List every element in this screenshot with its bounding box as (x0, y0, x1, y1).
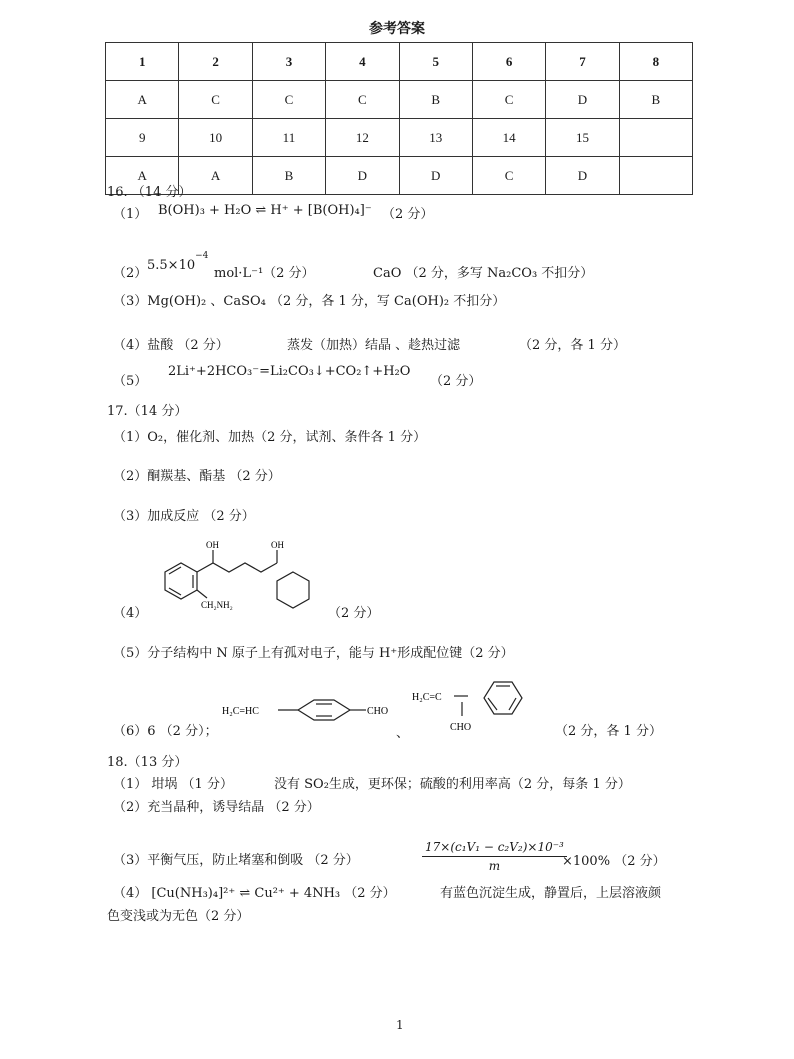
q16-2-exponent: −4 (195, 250, 209, 261)
table-cell: 7 (546, 43, 619, 81)
q16-5-equation: 2Li⁺+2HCO₃⁻=Li₂CO₃↓+CO₂↑+H₂O (168, 364, 411, 379)
table-cell: C (326, 81, 399, 119)
table-cell: C (179, 81, 252, 119)
table-cell: 1 (106, 43, 179, 81)
q18-3-a: （3）平衡气压，防止堵塞和倒吸 （2 分） (113, 853, 359, 868)
q17-3: （3）加成反应 （2 分） (113, 509, 255, 524)
q18-4-b: 有蓝色沉淀生成，静置后，上层溶液颜 (440, 886, 662, 901)
page-title: 参考答案 (369, 21, 425, 37)
table-cell: D (326, 157, 399, 195)
q17-heading: 17.（14 分） (107, 404, 188, 419)
q17-4-num: （4） (113, 606, 148, 621)
q17-4-ch2nh2: CH₂NH₂ (201, 600, 233, 610)
table-cell: 5 (399, 43, 472, 81)
q18-3-numerator: 17×(c₁V₁ − c₂V₂)×10⁻³ (422, 840, 567, 857)
table-cell: 12 (326, 119, 399, 157)
table-row (106, 157, 693, 195)
q18-1-a: （1） 坩埚 （1 分） (113, 777, 233, 792)
q16-1-num: （1） (113, 207, 148, 222)
table-cell: A (179, 157, 252, 195)
q16-5-score: （2 分） (430, 374, 482, 389)
q16-1-equation: B(OH)₃ + H₂O ⇌ H⁺ + [B(OH)₄]⁻ (158, 203, 372, 218)
q16-4-a: （4）盐酸 （2 分） (113, 338, 229, 353)
q17-6-score: （2 分，各 1 分） (555, 724, 662, 739)
table-cell: 11 (252, 119, 325, 157)
table-cell: 4 (326, 43, 399, 81)
q18-2: （2）充当晶种，诱导结晶 （2 分） (113, 800, 320, 815)
table-cell: B (399, 81, 472, 119)
table-row (106, 81, 693, 119)
table-cell (619, 119, 692, 157)
q17-2: （2）酮羰基、酯基 （2 分） (113, 469, 281, 484)
q16-1-score: （2 分） (382, 207, 434, 222)
q16-2-cao: CaO （2 分，多写 Na₂CO₃ 不扣分） (373, 266, 594, 281)
answer-table (105, 42, 693, 195)
q16-2-unit: mol·L⁻¹（2 分） (214, 266, 315, 281)
table-cell: 10 (179, 119, 252, 157)
table-cell: B (619, 81, 692, 119)
q17-6-s2-cho: CHO (450, 722, 472, 733)
q17-4-score: （2 分） (328, 606, 380, 621)
q16-5-num: （5） (113, 374, 148, 389)
page-number: 1 (396, 1018, 404, 1032)
table-cell: A (106, 81, 179, 119)
table-cell (619, 157, 692, 195)
table-cell: D (399, 157, 472, 195)
table-cell: D (546, 157, 619, 195)
table-cell: A (106, 157, 179, 195)
q17-6-structure-2 (410, 672, 550, 742)
q17-6-s2-vinyl: H₂C=C (412, 692, 442, 703)
table-cell: C (252, 81, 325, 119)
table-cell: 6 (472, 43, 545, 81)
table-cell: 2 (179, 43, 252, 81)
q16-2-mantissa: 5.5×10 (147, 258, 196, 273)
table-cell: 13 (399, 119, 472, 157)
q16-3: （3）Mg(OH)₂ 、CaSO₄ （2 分，各 1 分，写 Ca(OH)₂ 不扣分） (113, 294, 506, 309)
q17-6-s1-vinyl: H₂C=HC (222, 706, 259, 717)
table-row (106, 43, 693, 81)
q17-5: （5）分子结构中 N 原子上有孤对电子，能与 H⁺形成配位键（2 分） (113, 646, 514, 661)
q18-3-fraction (422, 840, 567, 873)
q17-6-structure-1 (220, 676, 390, 742)
q16-4-b: 蒸发（加热）结晶 、趁热过滤 (287, 338, 461, 353)
q17-6-separator: 、 (396, 726, 410, 741)
q17-6-s1-cho: CHO (367, 706, 389, 717)
table-cell: C (472, 157, 545, 195)
q18-4-a: （4） [Cu(NH₃)₄]²⁺ ⇌ Cu²⁺ + 4NH₃ （2 分） (113, 886, 396, 901)
table-cell: D (546, 81, 619, 119)
table-cell: C (472, 81, 545, 119)
q18-heading: 18.（13 分） (107, 755, 188, 770)
q17-4-oh-right: OH (271, 540, 284, 550)
q18-4-c: 色变浅或为无色（2 分） (107, 909, 250, 924)
table-row (106, 119, 693, 157)
q17-4-oh-left: OH (206, 540, 219, 550)
q16-4-c: （2 分，各 1 分） (519, 338, 626, 353)
q17-6-num: （6）6 （2 分）； (113, 724, 218, 739)
q17-4-structure (135, 532, 335, 624)
table-cell: B (252, 157, 325, 195)
table-cell: 8 (619, 43, 692, 81)
q18-3-tail: ×100% （2 分） (562, 854, 666, 869)
q17-1: （1）O₂，催化剂、加热（2 分，试剂、条件各 1 分） (113, 430, 427, 445)
q18-1-b: 没有 SO₂生成，更环保；硫酸的利用率高（2 分，每条 1 分） (274, 777, 631, 792)
table-cell: 3 (252, 43, 325, 81)
q18-3-denominator: m (488, 859, 501, 873)
q16-2-num: （2） (113, 266, 148, 281)
q16-heading: 16. （14 分） (107, 185, 192, 200)
table-cell: 15 (546, 119, 619, 157)
q16-2-value (147, 250, 209, 273)
table-cell: 9 (106, 119, 179, 157)
table-cell: 14 (472, 119, 545, 157)
